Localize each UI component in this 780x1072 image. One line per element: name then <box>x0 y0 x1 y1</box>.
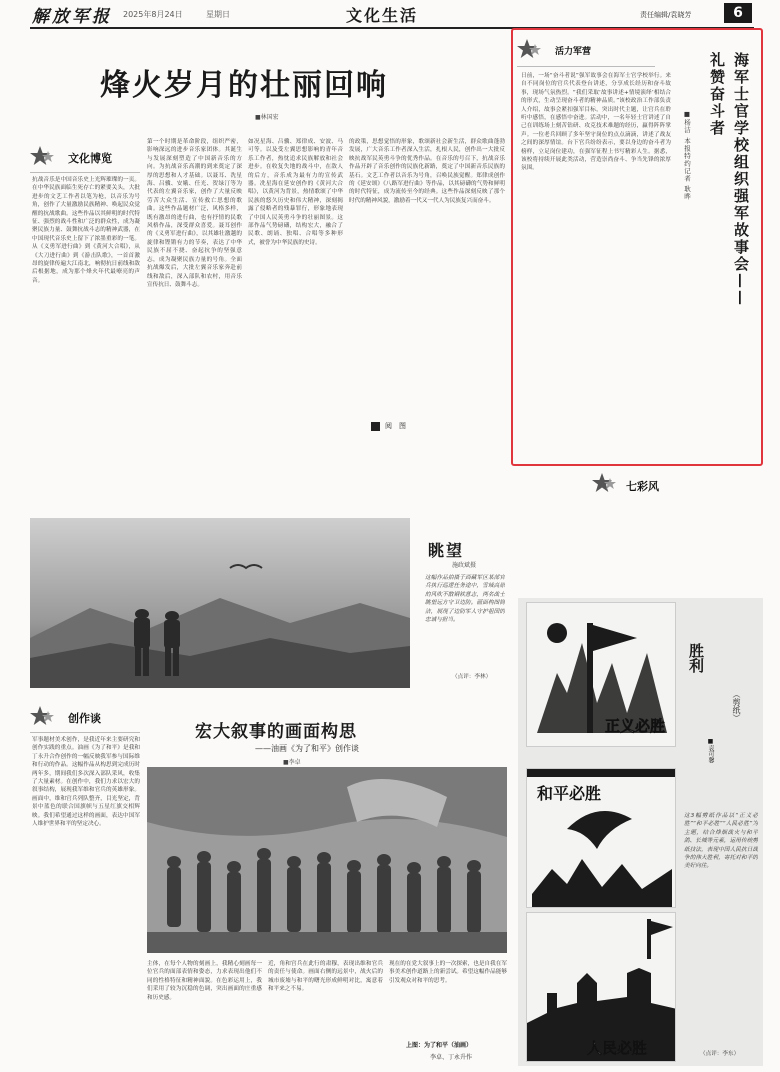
main-headline: 烽火岁月的壮丽回响 <box>100 68 388 103</box>
creation-text-col1: 军事题材美术创作，是我近年来主要研究和创作实践的重点。油画《为了和平》是我和丁永升合作创作的一幅反映我军参与国际维和行动的作品。这幅作品从构思到完成历时两年多，期间我们多次深入部队采风，收集了大量素材。在创作中，我们力求以宏大的叙事结构，展现我军维和官兵的英雄形象。画面中，维和官兵列队整齐，目光坚定，背景中蓝色的联合国旗帜与五星红旗交相辉映。我们希望通过这样的画面，表达中国军人维护世界和平的坚定决心。 <box>32 737 140 828</box>
painting-for-peace <box>147 767 507 953</box>
star-icon <box>592 472 618 494</box>
creation-subtitle: ——油画《为了和平》创作谈 <box>255 744 359 753</box>
sidebar-vertical-title: 海军士官学校组织强军故事会——礼赞奋斗者 <box>708 52 750 307</box>
culture-expo-text: 抗战音乐是中国音乐史上光辉璀璨的一页。在中华民族面临生死存亡的紧要关头，大批进步的文艺工作者以笔为枪，以音乐为号角，创作了大量激励民族精神、唤起民众觉醒的抗战歌曲。这些作品以其鲜明的时代特征、强烈的战斗性和广泛的群众性，成为凝聚民族力量、鼓舞抗战斗志的精神武器，在中国现代音乐史上留下了浓墨重彩的一笔。从《义勇军进行曲》到《黄河大合唱》，从《大刀进行曲》到《游击队歌》，一首首激昂的旋律传遍大江南北，响彻抗日前线和敌后根据地，成为那个烽火年代最嘹亮的声音。 <box>32 177 140 284</box>
gaze-caption-credit: （点评：李林） <box>452 674 492 680</box>
papercut-justice-label: 正义必胜 <box>605 717 666 735</box>
star-icon <box>517 38 543 60</box>
strong-army-rule <box>517 66 655 67</box>
creation-title: 宏大叙事的画面构思 <box>195 722 357 742</box>
creation-text-col2: 主体，在每个人物的刻画上，我精心刻画每一位官兵的面部表情和姿态，力求表现出他们不同的性格特征和精神面貌。在色彩运用上，我们采用了较为沉稳的色调，突出画面的庄重感和历史感。 <box>147 961 262 1001</box>
gaze-photo <box>30 518 410 688</box>
strong-army-sidebar <box>511 28 763 466</box>
creation-rule <box>30 732 140 733</box>
strong-army-text-col1: 日前，一场“奋斗者说”强军故事会在海军士官学校举行。来自不同岗位的官兵代表登台讲述，分享成长经历和奋斗故事，现场气氛热烈。“我们采取‘故事讲述+情境演绎’相结合的形式，生动呈现奋斗者的精神品质。”该校政治工作部负责人介绍，故事会紧扣强军目标，突出时代主题，让官兵在聆听中感悟，在感悟中奋进。活动中，一名年轻士官讲述了自己在训练场上刻苦钻研、攻克技术难题的经历，赢得阵阵掌声。一位老兵回顾了多年坚守岗位的点点滴滴，讲述了战友之间的深厚情谊。台下官兵纷纷表示，要以身边的奋斗者为榜样，立足岗位建功，在强军征程上书写精彩人生。据悉，该校将持续开展此类活动，营造崇尚奋斗、争当先锋的浓厚氛围。 <box>521 73 671 172</box>
seven-colors-credit: （点评：李东） <box>700 1051 740 1057</box>
masthead <box>0 0 780 26</box>
creation-header <box>30 705 140 731</box>
seven-colors-author: ■袁可馨 <box>707 738 714 763</box>
editor-credit: 责任编辑/袁晓芳 <box>640 11 692 19</box>
gaze-marker-icon <box>371 422 380 431</box>
strong-army-header <box>517 38 657 64</box>
creation-text-col3: 近，角和宫兵在此行的肃穆，表现出维和官兵的责任与使命。画面右侧的远景中，战火后的城市废墟与和平的曙光形成鲜明对比，寓意着和平来之不易。 <box>268 961 383 993</box>
gaze-author: 施政斌摄 <box>452 562 477 569</box>
seven-colors-text: 这3幅剪纸作品以“正义必胜”“和平必胜”“人民必胜”为主题，结合烽烟战火与和平鸽、长城等元素，运用传统剪纸技法，表现中国人民抗日战争的伟大胜利，寄托对和平的美好向往。 <box>684 813 758 870</box>
culture-expo-rule <box>30 172 140 173</box>
issue-weekday: 星期日 <box>206 10 230 19</box>
papercut-peace-label: 和平必胜 <box>537 784 602 803</box>
creation-author: ■李卓 <box>283 759 301 766</box>
section-title: 文化生活 <box>346 6 419 25</box>
papercut-justice <box>526 602 676 747</box>
gaze-caption: 这幅作品拍摄于西藏军区某部官兵执行巡逻任务途中，雪域高原的风吹不散钢铁意志，两名战士眺望远方守卫边防。画面构图简洁，展现了边防军人守护祖国的忠诚与担当。 <box>425 575 505 624</box>
star-icon <box>30 705 56 727</box>
culture-expo-header <box>30 145 140 171</box>
gaze-title: 眺望 <box>428 541 465 560</box>
star-icon <box>30 145 56 167</box>
painting-credit: 李卓、丁永升作 <box>430 1054 473 1061</box>
main-article-col1: 第一个时期是革命阶段，组织严密，影响深远的进步音乐家团体。其诞生与发展深刻塑造了中国新音乐的方向。为抗战音乐高潮的到来奠定了深厚的思想和人才基础。以聂耳、冼星海、吕骥、安娥、任光、贺绿汀等为代表的左翼音乐家，创作了大量反映劳苦大众生活、宣传救亡思想的歌曲。这些作品题材广泛，风格多样，既有激昂的进行曲，也有抒情的民歌风格作品，深受群众喜爱。聂耳创作的《义勇军进行曲》，以其雄壮激越的旋律和铿锵有力的节奏，表达了中华民族不屈不挠、奋起抗争的坚强意志，成为凝聚民族力量的号角。全面抗战爆发后，大批左翼音乐家奔赴前线和敌后，深入部队和农村，用音乐宣传抗日、鼓舞斗志。 <box>147 139 242 288</box>
culture-expo-label: 文化博览 <box>68 152 112 165</box>
issue-date: 2025年8月24日 <box>123 10 183 19</box>
sidebar-vertical-author: ■杨洁 本报特约记者 耿晔 <box>683 110 691 201</box>
papercut-people <box>526 912 676 1062</box>
creation-text-col4: 现在的在党大叙事上的一次探索，也是自我在军事美术创作道路上的新尝试。希望这幅作品能够引发观众对和平的思考。 <box>389 961 507 984</box>
main-headline-author: ■林国宏 <box>255 114 279 121</box>
seven-colors-subtitle: （剪纸） <box>732 690 741 722</box>
page-number: 6 <box>724 3 752 23</box>
strong-army-label: 活力军营 <box>555 47 592 57</box>
main-article-col3: 的政策，思想觉悟的形象，歌颂新社会新生活，群众歌曲蓬勃发展，广大音乐工作者深入生活，扎根人民，创作出一大批反映抗战军民英勇斗争的优秀作品。在音乐的号召下，抗战音乐作品开辟了音乐创作的民族化新路，奠定了中国新音乐民族的基石。文艺工作者以音乐为号角，召唤民族觉醒。郑律成创作的《延安颂》《八路军进行曲》等作品，以其磅礴的气势和鲜明的时代特征，成为流传至今的经典。这些作品深刻反映了那个时代的精神风貌，激励着一代又一代人为民族复兴而奋斗。 <box>349 139 505 204</box>
papercut-peace <box>526 768 676 908</box>
gaze-section-label <box>371 422 501 432</box>
seven-colors-header <box>592 472 742 498</box>
gaze-section-text: 阅 图 <box>385 422 406 430</box>
painting-caption: 上图：为了和平（油画） <box>406 1042 473 1049</box>
creation-label: 创作谈 <box>68 712 101 725</box>
papercut-people-label: 人民必胜 <box>587 1039 648 1057</box>
strong-army-text-col2 <box>673 326 757 460</box>
newspaper-logo: 解放军报 <box>32 7 112 27</box>
seven-colors-label: 七彩风 <box>626 480 659 493</box>
main-article-col2: 如况星海、吕骥、郑律成、安波、马可等。以及受左翼思想影响的青年音乐工作者，热忱追求民族解放和社会进步。在收复失地的战斗中，在敌人的后方，音乐成为最有力的宣传武器。冼星海在延安创作的《黄河大合唱》，以黄河为背景，热情歌颂了中华民族的悠久历史和伟大精神，深刻揭露了侵略者的残暴罪行，形象地表现了中国人民英勇斗争的壮丽图景。这部作品气势磅礴，结构宏大，融合了民歌、朗诵、独唱、合唱等多种形式，被誉为中华民族的史诗。 <box>248 139 343 246</box>
seven-colors-title <box>700 643 720 673</box>
